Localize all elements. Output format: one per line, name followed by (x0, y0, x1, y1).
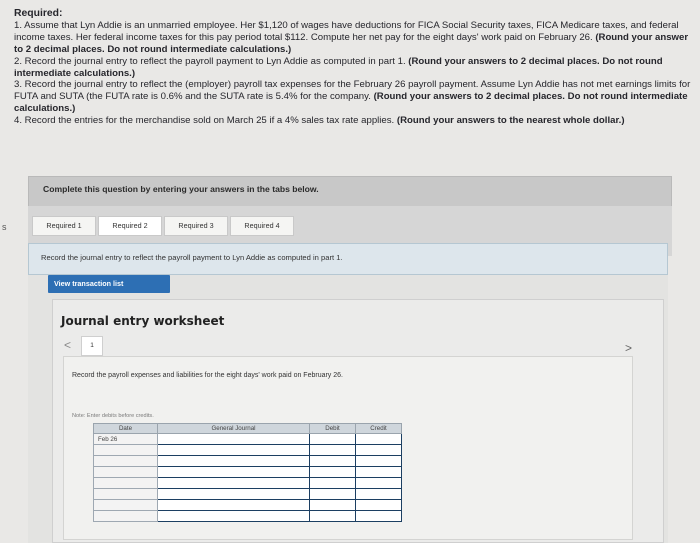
required-item-1: 1. Assume that Lyn Addie is an unmarried employee. Her $1,120 of wages have deductions for FICA Social Security taxes, FICA Medicare taxes, and federal income taxes. Her federal income taxes for this pay period total $112. Compute her net pay for the eight days' work paid on February 26. (Round your answer to 2 decimal places. Do not round intermediate calculations.) (14, 19, 689, 55)
credit-cell[interactable] (356, 456, 402, 467)
tab-required-1[interactable]: Required 1 (32, 216, 96, 236)
table-row (94, 489, 402, 500)
tab-required-4[interactable]: Required 4 (230, 216, 294, 236)
debit-cell[interactable] (310, 511, 356, 522)
table-row (94, 445, 402, 456)
entry-note: Note: Enter debits before credits. (72, 413, 154, 419)
credit-cell[interactable] (356, 478, 402, 489)
date-cell[interactable]: Feb 26 (94, 434, 158, 445)
date-cell[interactable] (94, 500, 158, 511)
debit-cell[interactable] (310, 489, 356, 500)
journal-table (93, 423, 402, 522)
entry-box (63, 356, 633, 540)
column-header-credit: Credit (356, 424, 402, 434)
account-cell[interactable] (158, 456, 310, 467)
tab-description: Record the journal entry to reflect the payroll payment to Lyn Addie as computed in part 1. (41, 253, 343, 262)
tab-required-3[interactable]: Required 3 (164, 216, 228, 236)
main-panel (28, 275, 668, 543)
account-cell[interactable] (158, 500, 310, 511)
debit-cell[interactable] (310, 467, 356, 478)
table-row (94, 456, 402, 467)
credit-cell[interactable] (356, 434, 402, 445)
date-cell[interactable] (94, 478, 158, 489)
date-cell[interactable] (94, 445, 158, 456)
credit-cell[interactable] (356, 511, 402, 522)
table-row (94, 478, 402, 489)
credit-cell[interactable] (356, 445, 402, 456)
table-row (94, 467, 402, 478)
entry-prompt: Record the payroll expenses and liabilities for the eight days' work paid on February 26. (72, 372, 343, 379)
credit-cell[interactable] (356, 500, 402, 511)
date-cell[interactable] (94, 467, 158, 478)
date-cell[interactable] (94, 511, 158, 522)
date-cell[interactable] (94, 456, 158, 467)
credit-cell[interactable] (356, 467, 402, 478)
debit-cell[interactable] (310, 478, 356, 489)
column-header-date: Date (94, 424, 158, 434)
account-cell[interactable] (158, 511, 310, 522)
date-cell[interactable] (94, 489, 158, 500)
page-number-tab[interactable]: 1 (81, 336, 103, 356)
journal-header-row (94, 424, 402, 434)
account-cell[interactable] (158, 434, 310, 445)
required-item-2: 2. Record the journal entry to reflect the payroll payment to Lyn Addie as computed in part 1. (Round your answers to 2 decimal places. Do not round intermediate calculations.) (14, 55, 663, 79)
debit-cell[interactable] (310, 500, 356, 511)
required-heading: Required: (14, 8, 63, 19)
credit-cell[interactable] (356, 489, 402, 500)
required-section (14, 8, 696, 127)
edge-mark: s (2, 222, 7, 232)
tab-required-2[interactable]: Required 2 (98, 216, 162, 236)
chevron-right-icon[interactable]: > (625, 341, 633, 355)
table-row (94, 511, 402, 522)
debit-cell[interactable] (310, 445, 356, 456)
required-item-4: 4. Record the entries for the merchandise sold on March 25 if a 4% sales tax rate applies. (Round your answers to the nearest whole dollar.) (14, 115, 625, 127)
journal-entry-worksheet (52, 299, 664, 543)
table-row (94, 434, 402, 445)
table-row (94, 500, 402, 511)
column-header-debit: Debit (310, 424, 356, 434)
account-cell[interactable] (158, 467, 310, 478)
chevron-left-icon[interactable]: < (64, 338, 72, 352)
account-cell[interactable] (158, 478, 310, 489)
debit-cell[interactable] (310, 434, 356, 445)
column-header-general-journal: General Journal (158, 424, 310, 434)
worksheet-title: Journal entry worksheet (61, 314, 225, 328)
account-cell[interactable] (158, 445, 310, 456)
tab-description-bar (28, 243, 668, 275)
debit-cell[interactable] (310, 456, 356, 467)
account-cell[interactable] (158, 489, 310, 500)
instruction-text: Complete this question by entering your answers in the tabs below. (43, 184, 319, 194)
view-transaction-list-button[interactable]: View transaction list (48, 275, 170, 293)
required-item-3: 3. Record the journal entry to reflect the (employer) payroll tax expenses for the February 26 payroll payment. Assume Lyn Addie has not met earnings limits for FUTA and SUTA (the FUTA rate is 0.6% and the SUTA rate is 5.4% for the company. (Round your answers to 2 decimal places. Do not round intermediate calculations.) (14, 79, 691, 115)
